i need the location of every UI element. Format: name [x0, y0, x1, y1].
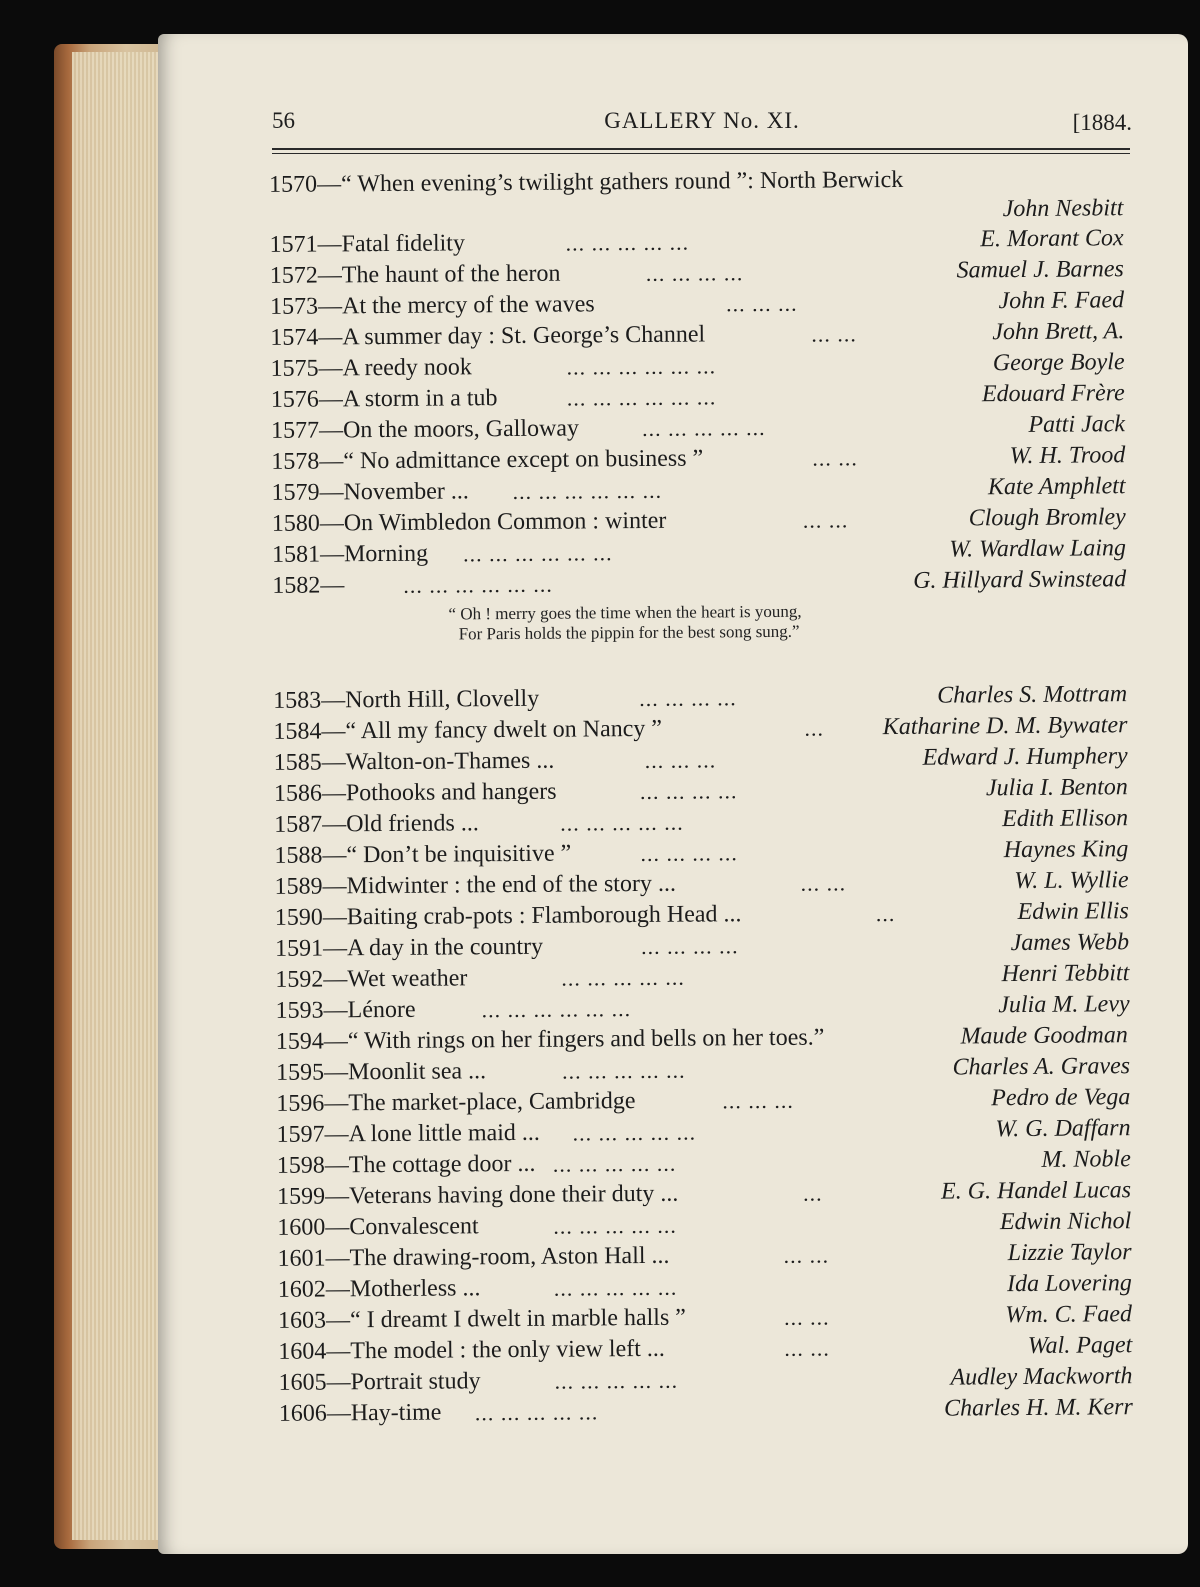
entry-title: 1602—Motherless ... — [277, 1275, 481, 1303]
entry-artist: Wal. Paget — [1027, 1332, 1133, 1359]
entry-artist: Kate Amphlett — [987, 473, 1126, 501]
entry-artist: John Brett, A. — [992, 318, 1125, 346]
leader-dots: ... ... — [802, 507, 849, 533]
verse-line: For Paris holds the pippin for the best song sung.” — [458, 621, 800, 644]
leader-dots: ... ... ... ... ... ... — [566, 384, 717, 411]
entry-title: 1601—The drawing-room, Aston Hall ... — [277, 1242, 670, 1272]
leader-dots: ... ... — [783, 1304, 830, 1330]
entry-title: 1571—Fatal fidelity — [269, 230, 465, 258]
page-stack-edge — [72, 52, 172, 1540]
entry-title: 1590—Baiting crab-pots : Flamborough Head ... — [274, 901, 742, 931]
leader-dots: ... ... — [812, 445, 858, 471]
leader-dots: ... ... ... ... ... ... — [403, 571, 553, 598]
entry-artist: W. H. Trood — [1009, 442, 1126, 470]
leader-dots: ... — [804, 715, 824, 741]
catalogue-entry — [255, 163, 1135, 230]
entry-artist: Charles H. M. Kerr — [943, 1394, 1133, 1422]
entry-title: 1591—A day in the country — [275, 933, 544, 962]
leader-dots: ... ... ... ... ... ... — [481, 996, 632, 1023]
leader-dots: ... ... ... ... ... ... — [566, 353, 717, 380]
entry-title: 1589—Midwinter : the end of the story ... — [274, 870, 677, 900]
page-header — [272, 108, 1132, 144]
entry-artist: Maude Goodman — [960, 1022, 1128, 1050]
entry-artist: Lizzie Taylor — [1007, 1239, 1132, 1267]
leader-dots: ... ... ... ... ... — [561, 964, 685, 991]
entry-title: 1603—“ I dreamt I dwelt in marble halls ” — [277, 1304, 687, 1334]
entry-artist: E. Morant Cox — [980, 225, 1124, 253]
entry-artist: W. G. Daffarn — [995, 1115, 1131, 1143]
catalogue-year: [1884. — [1072, 110, 1132, 135]
entry-title: 1583—North Hill, Clovelly — [273, 685, 540, 714]
entry-title: 1585—Walton-on-Thames ... — [273, 747, 555, 776]
leader-dots: ... ... ... ... ... — [553, 1212, 677, 1239]
entry-artist: Katharine D. M. Bywater — [882, 712, 1128, 741]
leader-dots: ... — [875, 900, 896, 927]
entry-title: 1578—“ No admittance except on business ” — [271, 445, 704, 475]
entry-artist: Edward J. Humphery — [922, 743, 1128, 771]
entry-title: 1593—Lénore — [275, 996, 416, 1024]
leader-dots: ... ... — [783, 1242, 830, 1268]
leader-dots: ... ... ... ... ... — [554, 1367, 679, 1394]
entry-artist: Samuel J. Barnes — [956, 256, 1124, 284]
entry-artist: Wm. C. Faed — [1005, 1301, 1133, 1329]
leader-dots: ... ... ... ... ... ... — [512, 477, 663, 504]
entry-artist: Patti Jack — [1028, 411, 1126, 438]
leader-dots: ... ... ... ... ... — [474, 1399, 599, 1426]
header-rule — [272, 148, 1130, 150]
leader-dots: ... ... ... ... ... — [561, 1057, 686, 1084]
leader-dots: ... ... ... ... ... — [552, 1150, 677, 1177]
leader-dots: ... ... ... ... — [645, 260, 744, 286]
entry-title: 1588—“ Don’t be inquisitive ” — [274, 840, 572, 869]
entry-title: 1606—Hay-time — [278, 1399, 442, 1427]
entry-artist: James Webb — [1010, 929, 1130, 957]
leader-dots: ... ... ... ... — [639, 685, 737, 711]
entry-title: 1582— — [272, 572, 345, 599]
entry-artist: Audley Mackworth — [950, 1363, 1133, 1391]
leader-dots: ... ... ... ... ... — [553, 1274, 678, 1301]
leader-dots: ... ... ... — [725, 290, 798, 317]
leader-dots: ... ... ... ... ... — [565, 229, 690, 256]
leader-dots: ... ... — [800, 870, 847, 896]
entry-artist: Edouard Frère — [981, 380, 1125, 408]
entry-title: 1575—A reedy nook — [270, 354, 472, 382]
entry-title: 1596—The market-place, Cambridge — [276, 1088, 636, 1117]
entry-artist: Charles A. Graves — [952, 1053, 1131, 1081]
entry-artist: George Boyle — [992, 349, 1125, 377]
leader-dots: ... ... ... ... ... — [572, 1119, 697, 1146]
entry-title: 1599—Veterans having done their duty ... — [276, 1180, 679, 1210]
entry-title: 1584—“ All my fancy dwelt on Nancy ” — [273, 715, 663, 745]
entry-title: 1587—Old friends ... — [274, 810, 479, 838]
leader-dots: ... ... ... — [644, 747, 717, 773]
leader-dots: ... ... ... ... — [639, 778, 738, 804]
entry-artist: Edwin Ellis — [1017, 898, 1129, 926]
leader-dots: ... ... ... ... ... — [641, 414, 766, 441]
entry-artist: Edwin Nichol — [999, 1208, 1132, 1236]
entry-artist: Clough Bromley — [968, 504, 1126, 532]
entry-artist: E. G. Handel Lucas — [940, 1177, 1132, 1205]
leader-dots: ... ... ... — [722, 1087, 794, 1114]
entry-title: 1592—Wet weather — [275, 965, 468, 993]
entry-artist: Charles S. Mottram — [937, 681, 1128, 709]
leader-dots: ... ... — [784, 1335, 830, 1361]
entry-title: 1605—Portrait study — [278, 1368, 481, 1396]
entry-title: 1595—Moonlit sea ... — [275, 1058, 487, 1086]
entry-artist: Julia I. Benton — [985, 774, 1128, 802]
entry-title: 1573—At the mercy of the waves — [269, 291, 595, 320]
entry-title: 1570—“ When evening’s twilight gathers round ”: North Berwick — [269, 166, 904, 198]
leader-dots: ... ... ... ... — [640, 840, 738, 866]
verse-quote — [258, 595, 1139, 686]
entry-artist: Pedro de Vega — [991, 1084, 1131, 1112]
entry-title: 1604—The model : the only view left ... — [278, 1335, 665, 1365]
leader-dots: ... ... ... ... ... ... — [462, 540, 613, 567]
entry-artist: John Nesbitt — [1002, 195, 1124, 223]
entry-artist: W. L. Wyllie — [1014, 867, 1129, 895]
entry-title: 1580—On Wimbledon Common : winter — [271, 507, 667, 537]
entry-artist: M. Noble — [1041, 1146, 1131, 1173]
entry-title: 1572—The haunt of the heron — [269, 260, 561, 289]
entry-title: 1586—Pothooks and hangers — [273, 778, 557, 807]
page-number: 56 — [272, 108, 295, 133]
entry-title: 1579—November ... — [271, 478, 469, 506]
entry-artist: Ida Lovering — [1007, 1270, 1132, 1298]
catalogue-list — [255, 163, 1145, 1430]
entry-title: 1576—A storm in a tub — [270, 385, 498, 413]
leader-dots: ... ... ... ... — [641, 933, 739, 959]
entry-title: 1597—A lone little maid ... — [276, 1119, 540, 1148]
verse-line: “ Oh ! merry goes the time when the heart is young, — [448, 601, 802, 624]
entry-title: 1581—Morning — [271, 540, 429, 568]
entry-artist: G. Hillyard Swinstead — [913, 566, 1127, 594]
leader-dots: ... — [802, 1180, 823, 1206]
entry-title: 1598—The cottage door ... — [276, 1150, 536, 1179]
entry-artist: John F. Faed — [998, 287, 1125, 315]
entry-artist: W. Wardlaw Laing — [949, 535, 1127, 563]
leader-dots: ... ... ... ... ... — [560, 809, 684, 836]
leader-dots: ... ... — [811, 321, 857, 347]
header-rule-thin — [272, 153, 1130, 154]
entry-artist: Julia M. Levy — [998, 991, 1130, 1019]
entry-title: 1594—“ With rings on her fingers and bells on her toes.” — [275, 1024, 825, 1055]
entry-artist: Haynes King — [1003, 836, 1129, 864]
entry-artist: Henri Tebbitt — [1001, 960, 1130, 988]
entry-title: 1577—On the moors, Galloway — [270, 415, 580, 444]
entry-title: 1574—A summer day : St. George’s Channel — [270, 321, 706, 351]
entry-artist: Edith Ellison — [1002, 805, 1129, 833]
entry-title: 1600—Convalescent — [277, 1213, 479, 1241]
gallery-title: GALLERY No. XI. — [604, 108, 800, 133]
